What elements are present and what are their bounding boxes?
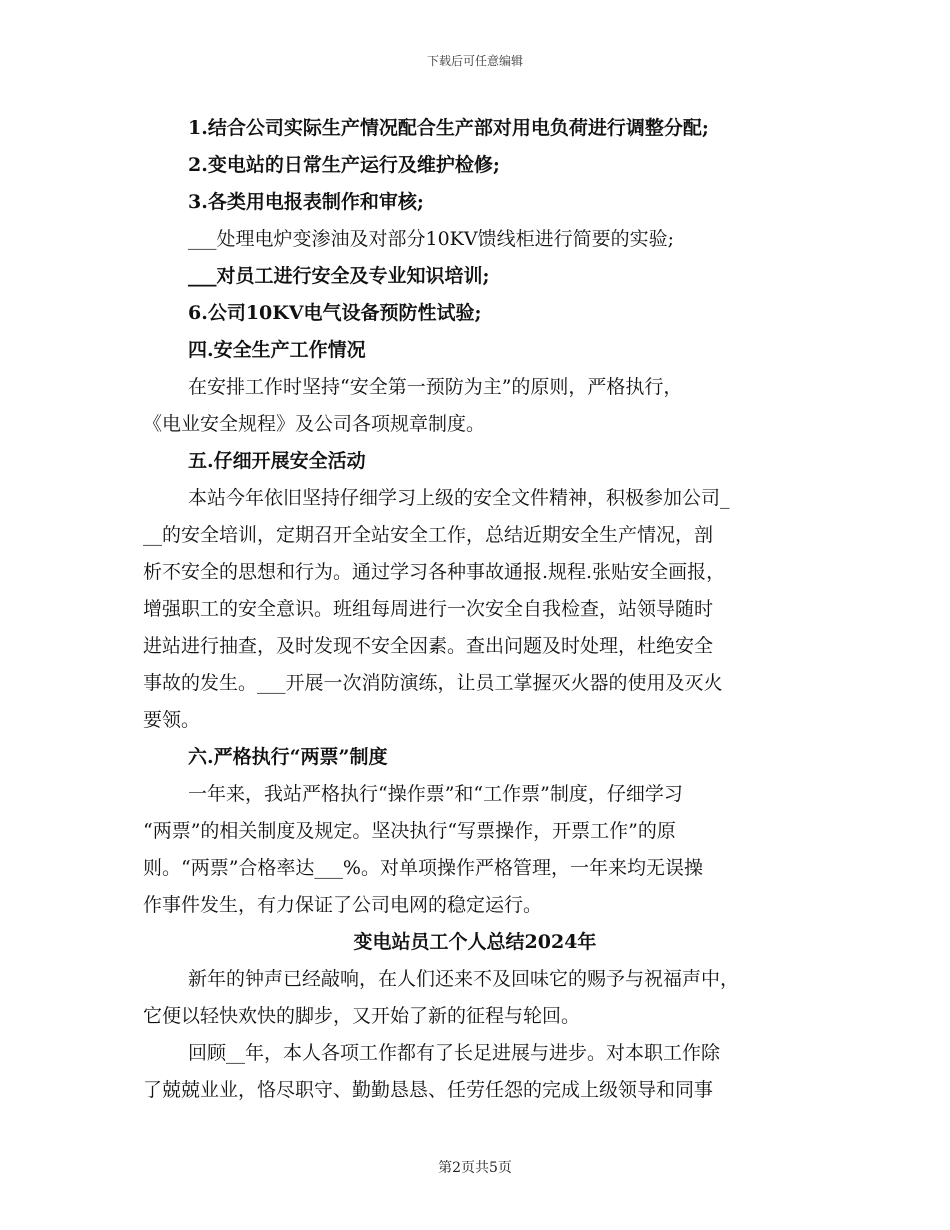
text-line: 一年来，我站严格执行“操作票”和“工作票”制度，仔细学习 <box>188 783 683 805</box>
text-line: 了兢兢业业，恪尽职守、勤勤恳恳、任劳任怨的完成上级领导和同事 <box>143 1079 714 1101</box>
page-footer-number: 第2页共5页 <box>438 1160 512 1176</box>
text-line: ___处理电炉变渗油及对部分10KV馈线柜进行简要的实验; <box>188 228 674 250</box>
text-line: 回顾__年，本人各项工作都有了长足进展与进步。对本职工作除 <box>188 1042 721 1064</box>
heading-line: 六.严格执行“两票”制度 <box>188 746 388 768</box>
text-line: 本站今年依旧坚持仔细学习上级的安全文件精神，积极参加公司_ <box>188 487 730 509</box>
document-body <box>143 110 807 1109</box>
text-line: 进站进行抽查，及时发现不安全因素。查出问题及时处理，杜绝安全 <box>143 635 714 657</box>
text-line: 新年的钟声已经敲响，在人们还来不及回味它的赐予与祝福声中， <box>188 968 740 990</box>
heading-line: 2.变电站的日常生产运行及维护检修; <box>188 154 500 176</box>
text-line: 作事件发生，有力保证了公司电网的稳定运行。 <box>143 894 543 916</box>
heading-line: ___对员工进行安全及专业知识培训; <box>188 265 490 287</box>
heading-line: 1.结合公司实际生产情况配合生产部对用电负荷进行调整分配; <box>188 117 709 139</box>
heading-line: 四.安全生产工作情况 <box>188 339 366 361</box>
text-line: 则。“两票”合格率达___%。对单项操作严格管理，一年来均无误操 <box>143 857 703 879</box>
page-header-note: 下载后可任意编辑 <box>426 54 523 68</box>
text-line: 事故的发生。___开展一次消防演练，让员工掌握灭火器的使用及灭火 <box>143 672 723 694</box>
text-line: __的安全培训，定期召开全站安全工作，总结近期安全生产情况，剖 <box>143 524 714 546</box>
text-line: 《电业安全规程》及公司各项规章制度。 <box>143 413 486 435</box>
heading-line: 3.各类用电报表制作和审核; <box>188 191 424 213</box>
text-line: 增强职工的安全意识。班组每周进行一次安全自我检查，站领导随时 <box>143 598 714 620</box>
text-line: 在安排工作时坚持“安全第一预防为主”的原则，严格执行， <box>188 376 683 398</box>
section-title: 变电站员工个人总结2024年 <box>353 931 597 953</box>
heading-line: 五.仔细开展安全活动 <box>188 450 366 472</box>
text-line: “两票”的相关制度及规定。坚决执行“写票操作，开票工作”的原 <box>143 820 676 842</box>
text-line: 要领。 <box>143 709 201 731</box>
text-line: 它便以轻快欢快的脚步，又开始了新的征程与轮回。 <box>143 1005 581 1027</box>
heading-line: 6.公司10KV电气设备预防性试验; <box>188 302 482 324</box>
text-line: 析不安全的思想和行为。通过学习各种事故通报.规程.张贴安全画报， <box>143 561 726 583</box>
